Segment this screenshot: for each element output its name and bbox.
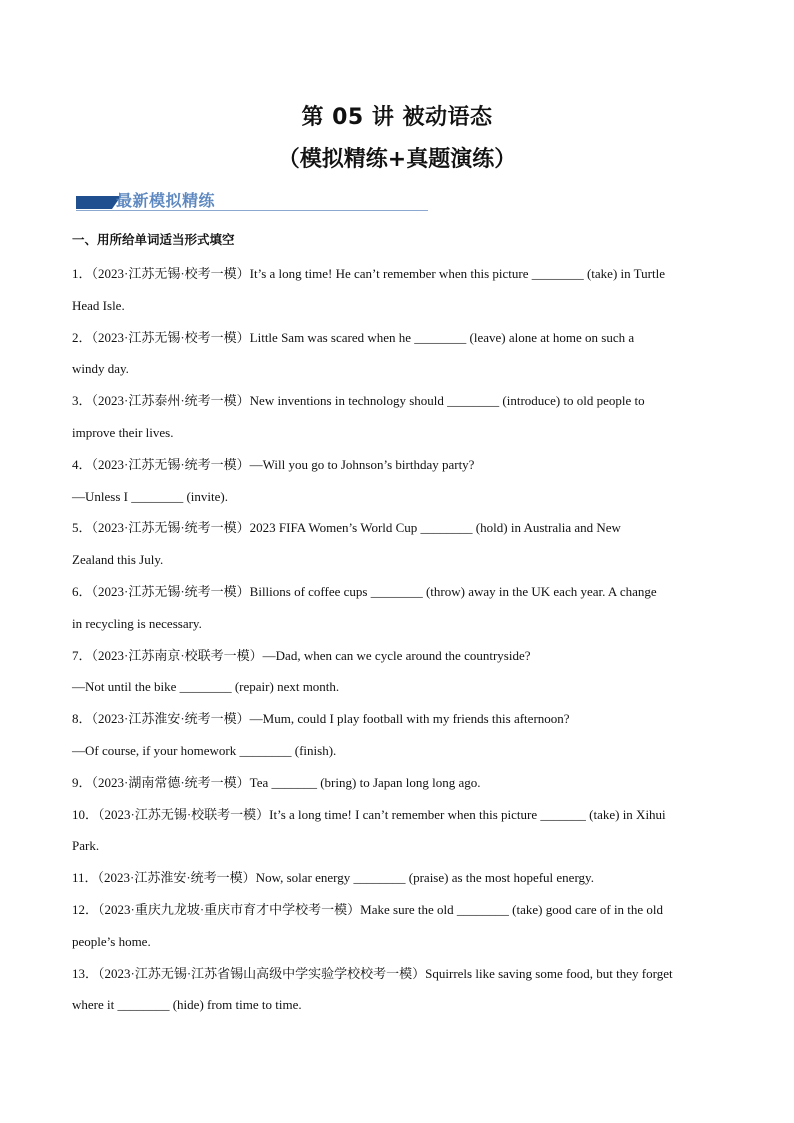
question-item (72, 703, 722, 767)
question-item (72, 640, 722, 704)
question-text: 2．（2023·江苏无锡·校考一模）Little Sam was scared when he ________ (leave) alone at home on such a (72, 329, 635, 345)
question-text-continued: —Not until the bike ________ (repair) next month. (72, 679, 340, 695)
question-item (72, 958, 722, 1022)
banner-bar-decoration (76, 196, 112, 209)
question-text-continued: where it ________ (hide) from time to time. (72, 997, 302, 1013)
question-text-continued: improve their lives. (72, 424, 174, 440)
question-item (72, 449, 722, 513)
question-item (72, 385, 722, 449)
lesson-title: 第 05 讲 被动语态 (301, 105, 493, 130)
question-item (72, 799, 722, 863)
question-text-continued: —Unless I ________ (invite). (72, 488, 228, 504)
question-text: 12．（2023·重庆九龙坡·重庆市育才中学校考一模）Make sure the old ________ (take) good care of in the old (72, 901, 664, 917)
question-text: 8．（2023·江苏淮安·统考一模）—Mum, could I play football with my friends this afternoon? (72, 711, 570, 727)
question-text-continued: Zealand this July. (72, 552, 164, 568)
question-list (72, 258, 722, 1021)
question-text: 6．（2023·江苏无锡·统考一模）Billions of coffee cups ________ (throw) away in the UK each year. A change (72, 583, 657, 599)
question-text: 9．（2023·湖南常德·统考一模）Tea _______ (bring) to Japan long long ago. (72, 774, 481, 790)
section-heading: 一、用所给单词适当形式填空 (72, 232, 235, 247)
question-text: 1．（2023·江苏无锡·校考一模）It’s a long time! He can’t remember when this picture ________ (take) in Turtle (72, 266, 665, 281)
question-item (72, 894, 722, 958)
question-text-continued: Head Isle. (72, 297, 125, 313)
question-text: 4．（2023·江苏无锡·统考一模）—Will you go to Johnson’s birthday party? (72, 456, 475, 472)
question-text: 13．（2023·江苏无锡·江苏省锡山高级中学实验学校校考一模）Squirrels like saving some food, but they forget (72, 965, 673, 981)
question-item (72, 322, 722, 386)
question-text-continued: Park. (72, 838, 100, 854)
question-text: 7．（2023·江苏南京·校联考一模）—Dad, when can we cycle around the countryside? (72, 647, 531, 663)
banner-underline (76, 210, 428, 211)
question-item (72, 862, 722, 894)
question-text: 10．（2023·江苏无锡·校联考一模）It’s a long time! I can’t remember when this picture _______ (take) in Xihui (72, 806, 666, 822)
question-text-continued: in recycling is necessary. (72, 615, 202, 631)
banner-label: 最新模拟精练 (116, 191, 216, 210)
question-text: 3．（2023·江苏泰州·统考一模）New inventions in technology should ________ (introduce) to old people to (72, 393, 645, 409)
question-item (72, 576, 722, 640)
question-item (72, 258, 722, 322)
question-text-continued: —Of course, if your homework ________ (finish). (72, 742, 337, 758)
question-text: 11．（2023·江苏淮安·统考一模）Now, solar energy ________ (praise) as the most hopeful energy. (72, 870, 594, 886)
section-banner (76, 188, 428, 214)
question-text-continued: people’s home. (72, 933, 151, 949)
question-item (72, 512, 722, 576)
question-text-continued: windy day. (72, 361, 129, 377)
question-text: 5．（2023·江苏无锡·统考一模）2023 FIFA Women’s World Cup ________ (hold) in Australia and New (72, 520, 621, 536)
lesson-subtitle: （模拟精练+真题演练） (277, 147, 517, 172)
question-item (72, 767, 722, 799)
